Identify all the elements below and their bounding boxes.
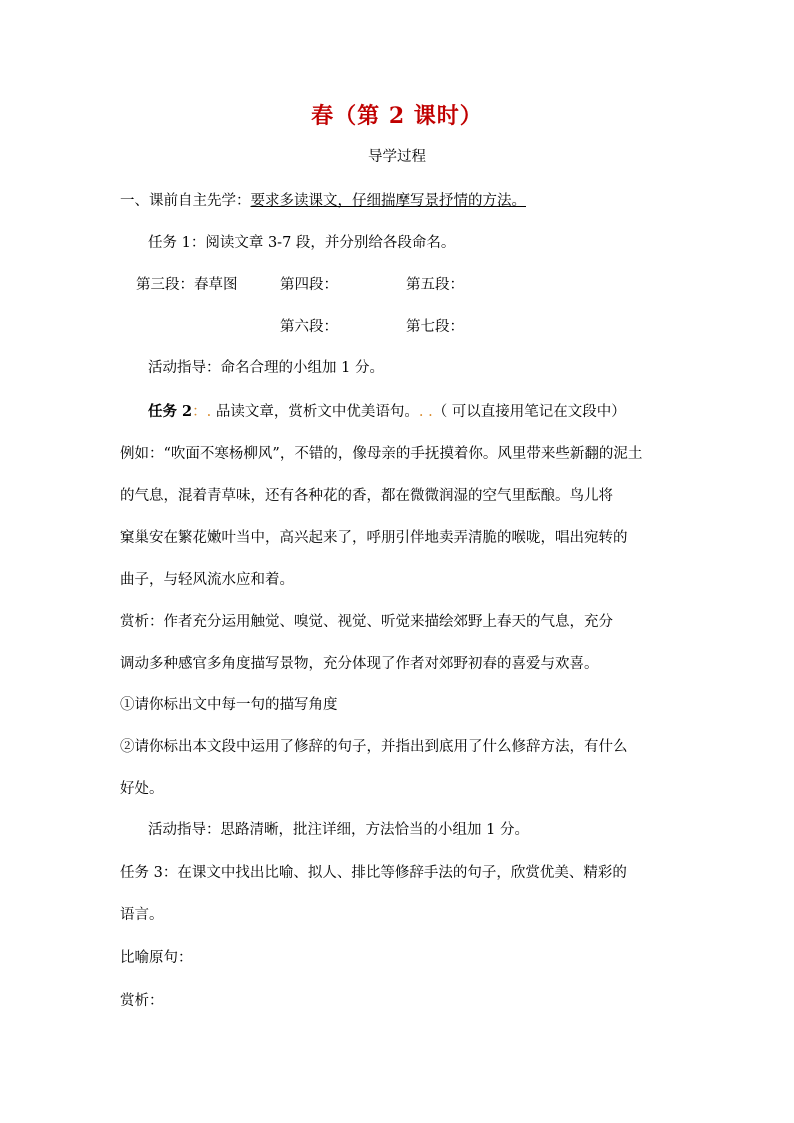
task2-dot-2: . . (418, 404, 433, 420)
task2-text: 品读文章，赏析文中优美语句。 (211, 404, 419, 420)
page-title: 春（第 2 课时） (311, 103, 483, 129)
task2-dot-1: ：. (192, 404, 212, 420)
section1-prefix: 一、课前自主先学： (120, 193, 251, 209)
task2-label: 任务 2 (148, 403, 193, 420)
task2-note: （ 可以直接用笔记在文段中） (432, 404, 626, 420)
segment-7-label: 第七段： (406, 319, 464, 335)
segment-5-label: 第五段： (406, 277, 464, 293)
example-line-3: 窠巢安在繁花嫩叶当中，高兴起来了，呼朋引伴地卖弄清脆的喉咙，唱出宛转的 (120, 530, 628, 546)
activity-guide-1: 活动指导：命名合理的小组加 1 分。 (148, 360, 384, 376)
analysis-line-2: 调动多种感官多角度描写景物，充分体现了作者对郊野初春的喜爱与欢喜。 (120, 656, 599, 672)
task3-line-2: 语言。 (120, 907, 164, 923)
example-line-1: 例如：“吹面不寒杨柳风”，不错的，像母亲的手抚摸着你。风里带来些新翻的泥土 (120, 446, 643, 462)
question-1: ①请你标出文中每一句的描写角度 (120, 697, 338, 713)
metaphor-label: 比喻原句： (120, 950, 193, 966)
task2-line (148, 401, 626, 423)
question-2-line-2: 好处。 (120, 781, 164, 797)
task1-text: 任务 1：阅读文章 3-7 段，并分别给各段命名。 (148, 235, 456, 251)
section1-line (120, 190, 526, 212)
segment-6-label: 第六段： (280, 319, 338, 335)
activity-guide-2: 活动指导：思路清晰，批注详细，方法恰当的小组加 1 分。 (148, 822, 529, 838)
appreciate-label: 赏析： (120, 993, 164, 1009)
page-subtitle: 导学过程 (368, 149, 426, 165)
analysis-line-1: 赏析：作者充分运用触觉、嗅觉、视觉、听觉来描绘郊野上春天的气息，充分 (120, 614, 613, 630)
example-line-2: 的气息，混着青草味，还有各种花的香，都在微微润湿的空气里酝酿。鸟儿将 (120, 488, 613, 504)
segment-4-label: 第四段： (280, 277, 338, 293)
section1-requirement: 要求多读课文，仔细揣摩写景抒情的方法。 (250, 193, 526, 209)
segment-3-label: 第三段：春草图 (136, 277, 238, 293)
question-2-line-1: ②请你标出本文段中运用了修辞的句子，并指出到底用了什么修辞方法，有什么 (120, 739, 628, 755)
task3-line-1: 任务 3：在课文中找出比喻、拟人、排比等修辞手法的句子，欣赏优美、精彩的 (120, 865, 627, 881)
example-line-4: 曲子，与轻风流水应和着。 (120, 572, 294, 588)
